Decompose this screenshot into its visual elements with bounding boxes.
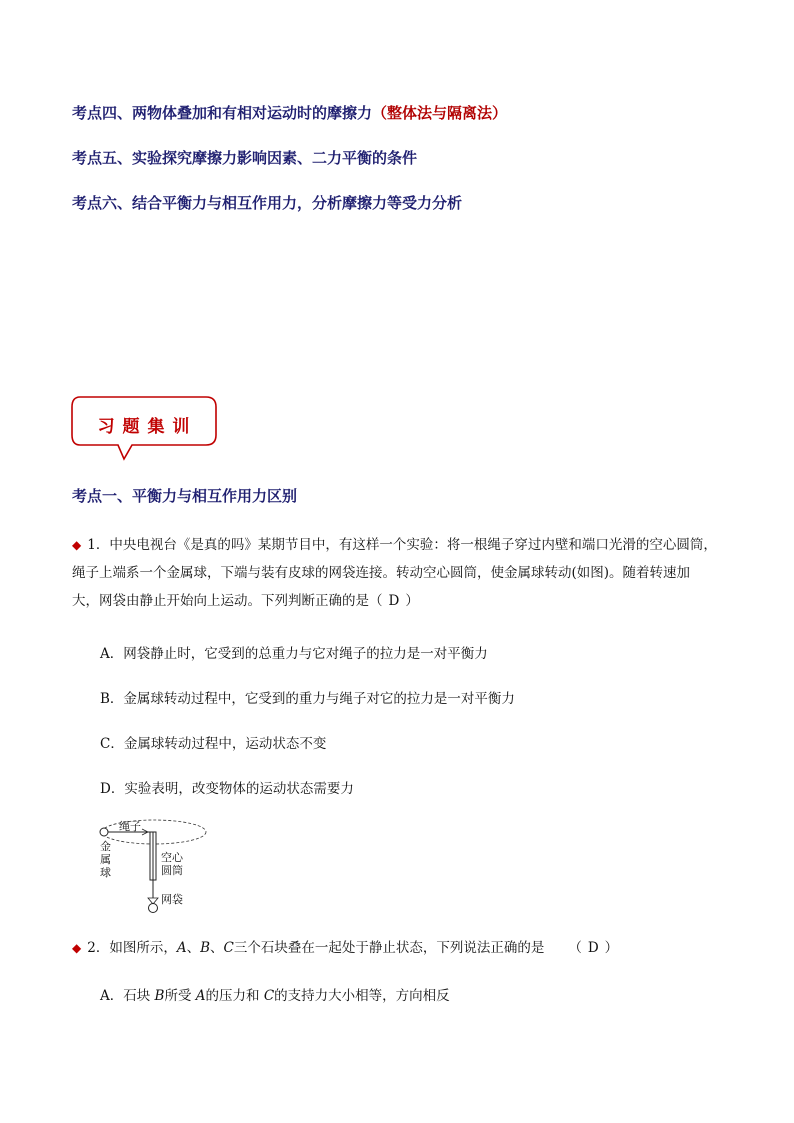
kaodian-4-extra: （整体法与隔离法） <box>372 104 508 122</box>
kaodian-6-main: 考点六、结合平衡力与相互作用力，分析摩擦力等受力分析 <box>72 194 463 212</box>
q2-option-a <box>100 984 450 1004</box>
figure-label-bag: 网袋 <box>161 893 183 906</box>
q2-sep-2: 、 <box>210 940 224 956</box>
q2-opt-a-text-4: 的支持力大小相等，方向相反 <box>274 988 450 1004</box>
badge-title: 习 题 集 训 <box>97 417 191 437</box>
q1-line-3 <box>72 587 732 615</box>
kaodian-4-main: 考点四、两物体叠加和有相对运动时的摩擦力 <box>72 104 373 122</box>
q1-option-d: D．实验表明，改变物体的运动状态需要力 <box>100 781 354 797</box>
q1-text-1: 1．中央电视台《是真的吗》某期节目中，有这样一个实验：将一根绳子穿过内壁和端口光滑的空心圆筒， <box>87 537 717 553</box>
q2-bracket-open: （ <box>568 940 582 956</box>
q2-prefix: 2．如图所示， <box>87 940 177 956</box>
q1-line-2: 绳子上端系一个金属球，下端与装有皮球的网袋连接。转动空心圆筒，使金属球转动(如图)。随着转速加 <box>72 565 691 581</box>
q1-option-b: B．金属球转动过程中，它受到的重力与绳子对它的拉力是一对平衡力 <box>100 691 515 707</box>
q2-opt-a-var-c: C <box>263 988 275 1004</box>
kaodian-heading-5 <box>72 147 417 168</box>
q1-bracket-close: ） <box>405 593 419 609</box>
tube-line-1: 空心 <box>161 851 183 864</box>
figure-label-rope: 绳子 <box>119 820 141 833</box>
figure-label-ball <box>100 840 112 879</box>
q2-sep-1: 、 <box>186 940 201 956</box>
q2-opt-a-text-1: A．石块 <box>100 988 155 1004</box>
section-title: 考点一、平衡力与相互作用力区别 <box>72 487 298 505</box>
q2-answer: D <box>587 940 599 956</box>
ball-char-3: 球 <box>100 866 111 879</box>
figure-label-tube <box>161 851 183 877</box>
kaodian-5-main: 考点五、实验探究摩擦力影响因素、二力平衡的条件 <box>72 149 418 167</box>
q2-suffix: 三个石块叠在一起处于静止状态，下列说法正确的是 <box>233 940 545 956</box>
metal-ball <box>100 828 108 836</box>
question-1 <box>72 531 732 615</box>
q1-text-3: 大，网袋由静止开始向上运动。下列判断正确的是 <box>72 593 369 609</box>
q1-option-c: C．金属球转动过程中，运动状态不变 <box>100 736 327 752</box>
q2-opt-a-text-3: 的压力和 <box>205 988 264 1004</box>
q2-opt-a-var-b: B <box>154 988 165 1004</box>
kaodian-heading-6 <box>72 192 462 213</box>
q2-opt-a-text-2: 所受 <box>164 988 196 1004</box>
rubber-ball <box>149 904 158 913</box>
q2-var-a: A <box>176 940 187 956</box>
tube-line-2: 圆筒 <box>161 864 183 877</box>
ball-char-2: 属 <box>100 853 111 866</box>
q1-line-1 <box>72 531 732 559</box>
ball-char-1: 金 <box>100 840 111 853</box>
q2-var-c: C <box>223 940 234 956</box>
question-2 <box>72 934 732 962</box>
diamond-bullet-icon: ◆ <box>72 538 82 552</box>
q2-opt-a-var-a: A <box>195 988 206 1004</box>
kaodian-heading-4 <box>72 102 507 123</box>
q1-bracket-open: （ <box>369 593 383 609</box>
q1-answer: D <box>388 593 400 609</box>
q2-var-b: B <box>200 940 210 956</box>
q2-bracket-close: ） <box>604 940 619 956</box>
q1-figure <box>96 816 212 916</box>
q1-option-a: A．网袋静止时，它受到的总重力与它对绳子的拉力是一对平衡力 <box>100 646 488 662</box>
diamond-bullet-icon: ◆ <box>72 941 82 955</box>
